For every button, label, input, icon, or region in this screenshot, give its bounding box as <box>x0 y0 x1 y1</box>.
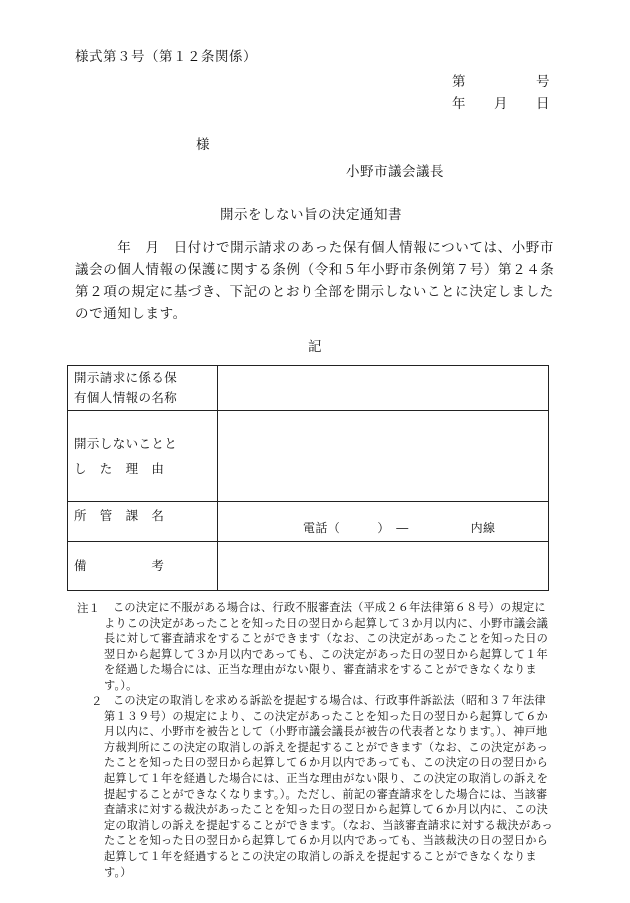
document-title: 開示をしない旨の決定通知書 <box>220 207 402 223</box>
value-information-name[interactable] <box>218 366 549 411</box>
body-paragraph: 年 月 日付けで開示請求のあった保有個人情報については、小野市議会の個人情報の保護に関する条例（令和５年小野市条例第７号）第２４条第２項の規定に基づき、下記のとおり全部を開示しないことに決定しましたので通知します。 <box>75 240 555 322</box>
value-reason[interactable] <box>218 411 549 502</box>
document-number: 第 号 <box>452 74 550 90</box>
label-line: 開示請求に係る保 <box>74 370 178 385</box>
row-department <box>68 502 549 542</box>
value-remarks[interactable] <box>218 542 549 591</box>
label-department <box>68 502 218 542</box>
note-1-text: この決定に不服がある場合は、行政不服審査法（平成２６年法律第６８号）の規定によりこの決定があったことを知った日の翌日から起算して３か月以内に、小野市議会議長に対して審査請求をすることができます（なお、この決定があったことを知った日の翌日から起算して３か月以内であっても、この決定があった日の翌日から起算して１年を経過した場合には、正当な理由がない限り、審査請求をすることができなくなります。）。 <box>104 601 549 692</box>
label-line: 有個人情報の名称 <box>74 390 178 405</box>
addressee-suffix: 様 <box>196 137 210 153</box>
value-department[interactable] <box>218 502 549 542</box>
label-line: 所 管 課 名 <box>74 508 165 523</box>
row-information-name <box>68 366 549 411</box>
label-line: 備 考 <box>74 558 165 573</box>
sender-name: 小野市議会議長 <box>346 164 444 180</box>
record-table <box>67 365 549 591</box>
note-2-text: この決定の取消しを求める訴訟を提起する場合は、行政事件訴訟法（昭和３７年法律第１３９号）の規定により、この決定があったことを知った日の翌日から起算して６か月以内に、小野市を被告として（小野市議会議長が被告の代表者となります。）、神戸地方裁判所にこの決定の取消しの訴えを提起することができます（なお、この決定があったことを知った日の翌日から起算して６か月以内であっても、この決定の日の翌日から起算して１年を経過した場合には、正当な理由がない限り、この決定の取消しの訴えを提起することができなくなります。）。ただし、前記の審査請求をした場合には、当該審査請求に対する裁決があったことを知った日の翌日から起算して６か月以内に、この決定の取消しの訴えを提起することができます。（なお、当該審査請求に対する裁決があったことを知った日の翌日から起算して６か月以内であっても、当該裁決の日の翌日から起算して１年を経過するとこの決定の取消しの訴えを提起することができなくなります。） <box>104 694 553 879</box>
form-identifier: 様式第３号（第１２条関係） <box>75 49 257 65</box>
label-line: し た 理 由 <box>74 461 165 476</box>
document-date: 年 月 日 <box>452 96 550 112</box>
ki-heading: 記 <box>308 339 322 355</box>
label-line: 開示しないことと <box>74 436 178 451</box>
note-1-number: 注１ <box>77 601 100 615</box>
label-information-name <box>68 366 218 411</box>
row-reason <box>68 411 549 502</box>
note-2-number: ２ <box>91 694 103 708</box>
label-reason <box>68 411 218 502</box>
label-remarks <box>68 542 218 591</box>
row-remarks <box>68 542 549 591</box>
phone-extension-line: 電話（ ） ― 内線 <box>303 521 496 535</box>
